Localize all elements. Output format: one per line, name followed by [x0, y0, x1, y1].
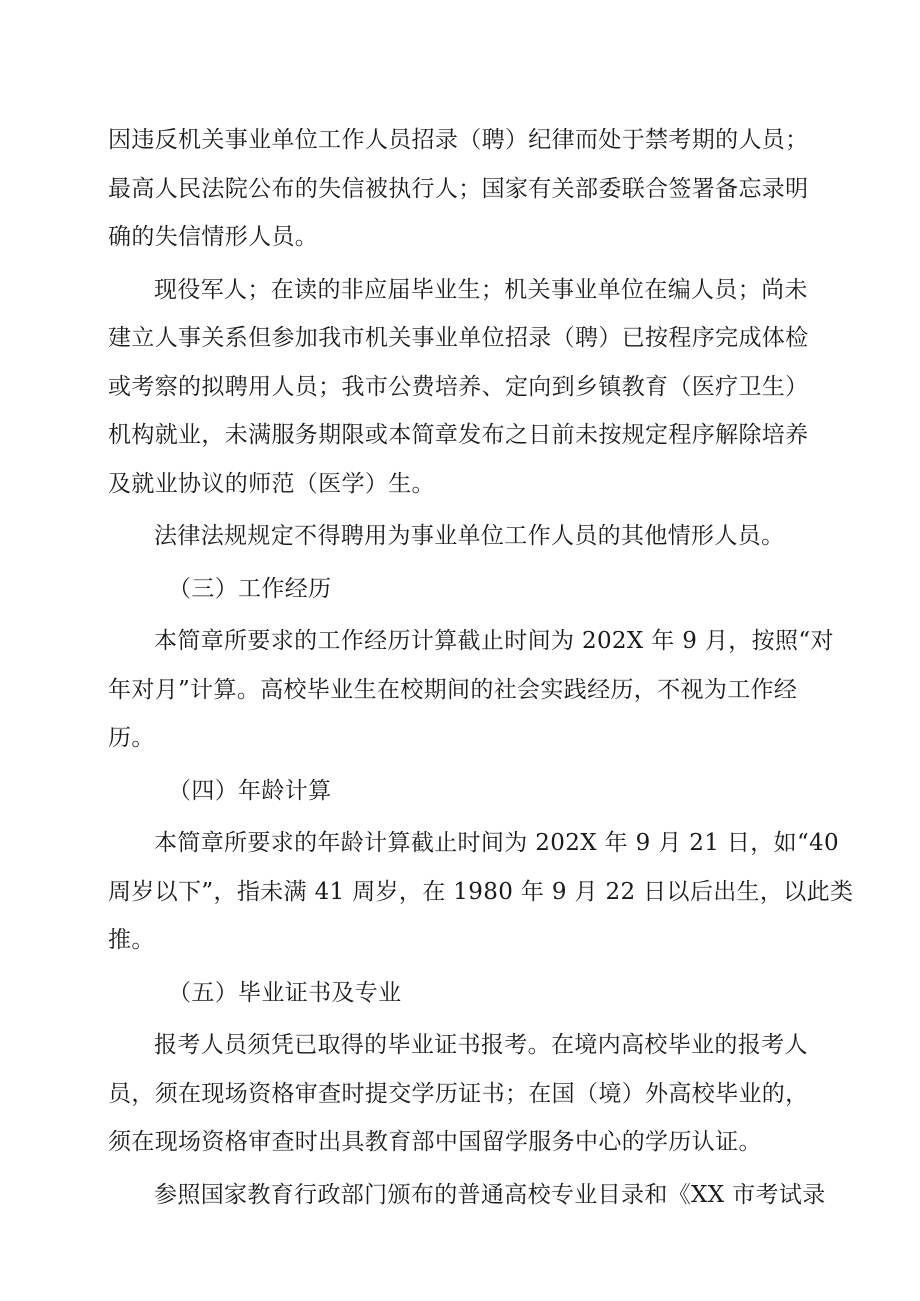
text-line: 参照国家教育行政部门颁布的普通高校专业目录和《XX 市考试录: [154, 1181, 826, 1208]
text-line: 法律法规规定不得聘用为事业单位工作人员的其他情形人员。: [154, 523, 785, 549]
paragraph-ineligible-categories: [108, 266, 812, 509]
paragraph-major-reference: [108, 1171, 826, 1220]
paragraph-age-calculation: [108, 819, 854, 965]
text-line: 因违反机关事业单位工作人员招录（聘）纪律而处于禁考期的人员；: [108, 127, 809, 153]
paragraph-disqualified-persons: [108, 116, 812, 262]
text-line: 年对月”计算。高校毕业生在校期间的社会实践经历，不视为工作经: [108, 676, 798, 703]
document-page: [108, 116, 854, 1219]
text-line: 现役军人；在读的非应届毕业生；机关事业单位在编人员；尚未: [154, 276, 808, 303]
section-heading-diploma-and-major: （五）毕业证书及专业: [168, 979, 402, 1006]
text-line: 须在现场资格审查时出具教育部中国留学服务中心的学历认证。: [108, 1129, 762, 1155]
text-line: 员，须在现场资格审查时提交学历证书；在国（境）外高校毕业的，: [108, 1080, 809, 1107]
text-line: 机构就业，未满服务期限或本简章发布之日前未按规定程序解除培养: [108, 422, 809, 448]
text-line: 确的失信情形人员。: [108, 224, 319, 250]
section-heading-age-calculation: （四）年龄计算: [168, 777, 332, 804]
text-line: 及就业协议的师范（医学）生。: [108, 470, 435, 497]
paragraph-work-experience: [108, 617, 834, 763]
text-line: 报考人员须凭已取得的毕业证书报考。在境内高校毕业的报考人: [154, 1032, 808, 1058]
text-line: 推。: [108, 927, 155, 953]
section-heading-work-experience: （三）工作经历: [168, 575, 332, 602]
text-line: 历。: [108, 725, 155, 751]
text-line: 周岁以下”，指未满 41 周岁，在 1980 年 9 月 22 日以后出生，以此类: [108, 878, 854, 905]
text-line: 建立人事关系但参加我市机关事业单位招录（聘）已按程序完成体检: [108, 325, 809, 351]
text-line: 本简章所要求的年龄计算截止时间为 202X 年 9 月 21 日，如“40: [154, 830, 840, 856]
text-line: 本简章所要求的工作经历计算截止时间为 202X 年 9 月，按照“对: [154, 628, 834, 654]
paragraph-diploma-requirements: [108, 1021, 812, 1167]
text-line: 最高人民法院公布的失信被执行人；国家有关部委联合签署备忘录明: [108, 175, 809, 202]
paragraph-other-legal-restrictions: [108, 512, 812, 561]
text-line: 或考察的拟聘用人员；我市公费培养、定向到乡镇教育（医疗卫生）: [108, 373, 809, 400]
